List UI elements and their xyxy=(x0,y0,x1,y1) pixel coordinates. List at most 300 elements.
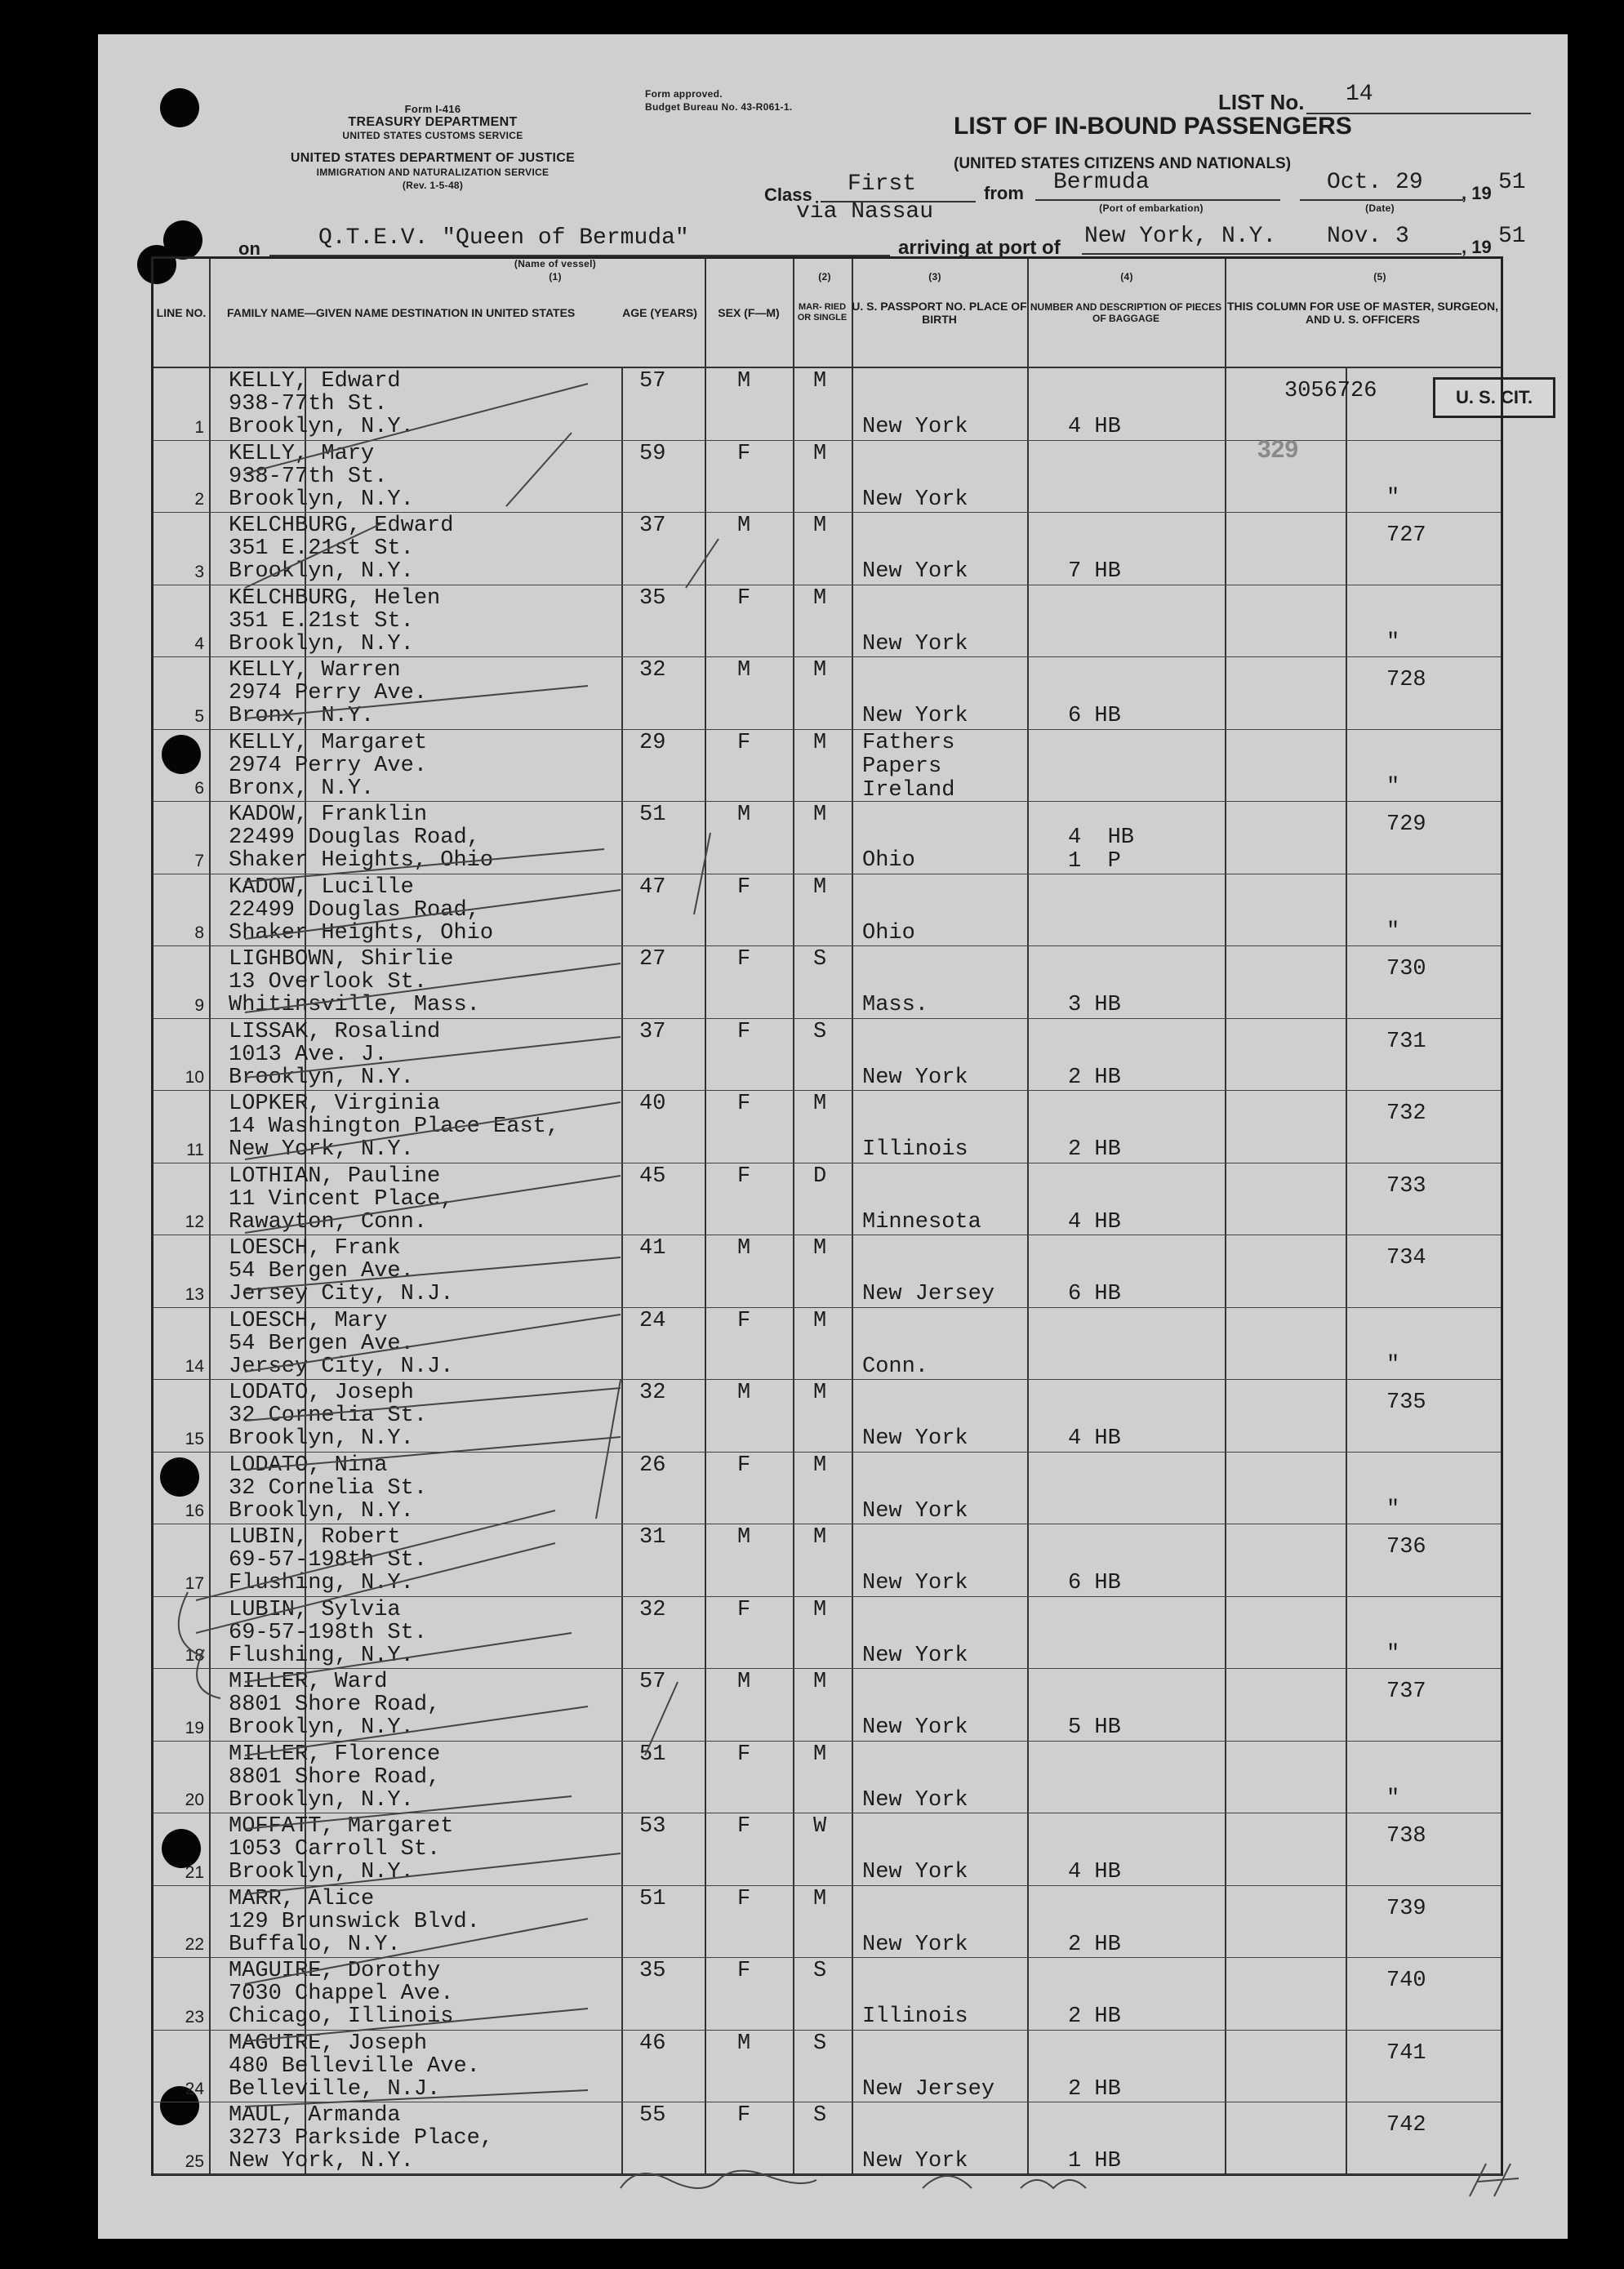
passenger-birthplace: New York xyxy=(862,631,968,656)
col-number-2: (2) xyxy=(818,271,831,283)
col-number-3: (3) xyxy=(928,271,941,283)
table-row xyxy=(154,2102,1501,2175)
passenger-address-2: Shaker Heights, Ohio xyxy=(229,920,494,945)
officer-use: 3056726 xyxy=(1284,379,1377,403)
passenger-baggage: 4 HB 1 P xyxy=(1068,825,1135,874)
officer-use: 741 xyxy=(1386,2040,1426,2066)
passenger-address-1: 22499 Douglas Road, xyxy=(229,897,480,923)
passenger-sex: F xyxy=(737,1019,751,1044)
passenger-name: LODATO, Nina xyxy=(229,1453,388,1478)
passenger-marital-status: M xyxy=(813,1742,827,1767)
col-header-name: FAMILY NAME—GIVEN NAME DESTINATION IN UNITED STATES xyxy=(227,306,576,319)
arrival-date: Nov. 3 xyxy=(1327,224,1409,249)
line-number: 25 xyxy=(185,2151,204,2171)
officer-use: 737 xyxy=(1386,1680,1426,1704)
passenger-address-1: 1053 Carroll St. xyxy=(229,1837,441,1862)
passenger-rows xyxy=(154,368,1501,2173)
passenger-name: KELLY, Margaret xyxy=(229,730,428,755)
revision: (Rev. 1-5-48) xyxy=(402,180,464,191)
from-value: Bermuda xyxy=(1053,170,1150,195)
passenger-address-1: 69-57-198th St. xyxy=(229,1548,428,1573)
from-label: from xyxy=(984,183,1024,203)
passenger-sex: M xyxy=(737,1381,751,1405)
justice-dept: UNITED STATES DEPARTMENT OF JUSTICE xyxy=(290,151,576,165)
arriving-label: arriving at port of xyxy=(898,237,1061,259)
passenger-address-1: 351 E.21st St. xyxy=(229,536,414,561)
passenger-baggage: 4 HB xyxy=(1068,415,1121,439)
line-number: 11 xyxy=(186,1140,204,1159)
class-value: First xyxy=(848,171,917,197)
table-row xyxy=(154,1163,1501,1236)
passenger-address-2: Flushing, N.Y. xyxy=(229,1643,414,1668)
passenger-marital-status: S xyxy=(813,947,827,972)
passenger-age: 32 xyxy=(639,1597,666,1622)
passenger-age: 29 xyxy=(639,730,666,755)
passenger-marital-status: M xyxy=(813,803,827,827)
passenger-address-2: Chicago, Illinois xyxy=(229,2004,454,2029)
passenger-birthplace: New York xyxy=(862,559,968,584)
passenger-age: 35 xyxy=(639,1959,666,1983)
row-separator xyxy=(154,2174,1501,2175)
arrival-year: 51 xyxy=(1498,224,1526,249)
passenger-address-2: Whitinsville, Mass. xyxy=(229,993,480,1017)
passenger-birthplace: New York xyxy=(862,704,968,728)
passenger-sex: F xyxy=(737,1597,751,1622)
passenger-address-2: Brooklyn, N.Y. xyxy=(229,1498,414,1524)
passenger-address-1: 8801 Shore Road, xyxy=(229,1764,441,1790)
table-row xyxy=(154,1453,1501,1525)
passenger-age: 40 xyxy=(639,1092,666,1116)
customs-service: UNITED STATES CUSTOMS SERVICE xyxy=(342,130,523,141)
line-number: 19 xyxy=(185,1718,204,1737)
passenger-age: 46 xyxy=(639,2031,666,2056)
passenger-sex: M xyxy=(737,658,751,683)
depart-date: Oct. 29 xyxy=(1327,170,1423,195)
manifest-subtitle: (UNITED STATES CITIZENS AND NATIONALS) xyxy=(954,155,1292,172)
passenger-age: 59 xyxy=(639,441,666,466)
passenger-baggage: 4 HB xyxy=(1068,1426,1121,1451)
officer-use: 738 xyxy=(1386,1824,1426,1849)
port-embark-note: (Port of embarkation) xyxy=(1099,202,1204,214)
passenger-address-2: Jersey City, N.J. xyxy=(229,1354,454,1379)
passenger-birthplace: New York xyxy=(862,2149,968,2173)
officer-use: " xyxy=(1386,1497,1400,1522)
passenger-address-1: 32 Cornelia St. xyxy=(229,1404,428,1428)
officer-use: 729 xyxy=(1386,812,1426,837)
list-no-value: 14 xyxy=(1346,82,1373,107)
budget-bureau: Budget Bureau No. 43-R061-1. xyxy=(645,101,793,113)
passenger-sex: F xyxy=(737,1163,751,1189)
passenger-address-2: Flushing, N.Y. xyxy=(229,1571,414,1595)
passenger-marital-status: M xyxy=(813,369,827,394)
passenger-age: 51 xyxy=(639,1742,666,1767)
passenger-sex: F xyxy=(737,441,751,466)
passenger-marital-status: M xyxy=(813,1597,827,1622)
passenger-name: LIGHBOWN, Shirlie xyxy=(229,947,454,972)
officer-use: 730 xyxy=(1386,957,1426,981)
line-number: 23 xyxy=(185,2007,204,2027)
passenger-age: 37 xyxy=(639,514,666,538)
passenger-address-1: 1013 Ave. J. xyxy=(229,1042,388,1067)
table-row xyxy=(154,1091,1501,1163)
officer-use: 734 xyxy=(1386,1246,1426,1270)
passenger-address-1: 938-77th St. xyxy=(229,464,388,489)
passenger-baggage: 2 HB xyxy=(1068,1932,1121,1957)
passenger-address-1: 13 Overlook St. xyxy=(229,970,428,994)
passenger-marital-status: M xyxy=(813,658,827,683)
col-header-baggage: NUMBER AND DESCRIPTION OF PIECES OF BAGGAGE xyxy=(1030,301,1222,324)
table-row xyxy=(154,1235,1501,1308)
passenger-sex: M xyxy=(737,2031,751,2056)
passenger-name: LOESCH, Frank xyxy=(229,1236,401,1261)
passenger-address-2: Bronx, N.Y. xyxy=(229,776,375,801)
passenger-sex: M xyxy=(737,803,751,827)
passenger-name: MILLER, Florence xyxy=(229,1742,441,1767)
passenger-sex: M xyxy=(737,514,751,538)
passenger-birthplace: Conn. xyxy=(862,1354,929,1379)
passenger-birthplace: Ohio xyxy=(862,920,915,945)
passenger-birthplace: New Jersey xyxy=(862,1282,995,1306)
passenger-sex: F xyxy=(737,1886,751,1911)
passenger-birthplace: Illinois xyxy=(862,1137,968,1162)
col-header-officers: THIS COLUMN FOR USE OF MASTER, SURGEON, AND U. S. OFFICERS xyxy=(1226,300,1499,326)
passenger-address-1: 938-77th St. xyxy=(229,392,388,416)
passenger-birthplace: New York xyxy=(862,1860,968,1884)
passenger-birthplace: Illinois xyxy=(862,2004,968,2029)
officer-use: 740 xyxy=(1386,1969,1426,1993)
passenger-baggage: 2 HB xyxy=(1068,1065,1121,1090)
passenger-sex: F xyxy=(737,874,751,900)
passenger-address-1: 54 Bergen Ave. xyxy=(229,1331,414,1356)
passenger-baggage: 2 HB xyxy=(1068,2004,1121,2029)
passenger-age: 53 xyxy=(639,1814,666,1839)
passenger-marital-status: M xyxy=(813,514,827,538)
passenger-age: 45 xyxy=(639,1163,666,1189)
passenger-birthplace: New York xyxy=(862,1571,968,1595)
depart-date-underline xyxy=(1300,199,1463,201)
passenger-baggage: 6 HB xyxy=(1068,704,1121,728)
line-number: 24 xyxy=(185,2080,204,2098)
passenger-age: 57 xyxy=(639,369,666,394)
manifest-title: LIST OF IN-BOUND PASSENGERS xyxy=(954,113,1352,140)
line-number: 22 xyxy=(185,1935,204,1954)
passenger-birthplace: New Jersey xyxy=(862,2076,995,2102)
passenger-sex: F xyxy=(737,1308,751,1333)
ins: IMMIGRATION AND NATURALIZATION SERVICE xyxy=(316,167,549,178)
passenger-sex: M xyxy=(737,1525,751,1550)
passenger-marital-status: M xyxy=(813,730,827,755)
table-row xyxy=(154,1308,1501,1381)
passenger-address-2: Brooklyn, N.Y. xyxy=(229,487,414,512)
passenger-address-2: Brooklyn, N.Y. xyxy=(229,1065,414,1090)
line-number: 8 xyxy=(194,923,204,942)
arrival-port: New York, N.Y. xyxy=(1084,224,1277,249)
class-label: Class xyxy=(764,185,812,205)
col-header-sex: SEX (F—M) xyxy=(718,306,780,319)
passenger-name: KELLY, Warren xyxy=(229,658,401,683)
line-number: 16 xyxy=(185,1502,204,1520)
from-underline xyxy=(1035,199,1280,201)
passenger-address-1: 8801 Shore Road, xyxy=(229,1693,441,1717)
line-number: 2 xyxy=(194,490,204,509)
passenger-address-1: 69-57-198th St. xyxy=(229,1620,428,1645)
passenger-name: LUBIN, Robert xyxy=(229,1525,401,1550)
passenger-name: MAGUIRE, Dorothy xyxy=(229,1959,441,1983)
passenger-age: 37 xyxy=(639,1019,666,1044)
passenger-age: 24 xyxy=(639,1308,666,1333)
passenger-address-2: Shaker Heights, Ohio xyxy=(229,848,494,873)
line-number: 13 xyxy=(185,1284,204,1304)
passenger-birthplace: New York xyxy=(862,1643,968,1668)
passenger-birthplace: Ohio xyxy=(862,848,915,873)
passenger-baggage: 2 HB xyxy=(1068,1137,1121,1162)
passenger-sex: F xyxy=(737,1959,751,1983)
passenger-name: LODATO, Joseph xyxy=(229,1381,414,1405)
passenger-address-2: Brooklyn, N.Y. xyxy=(229,415,414,439)
line-number: 20 xyxy=(185,1791,204,1809)
passenger-address-2: Buffalo, N.Y. xyxy=(229,1932,401,1957)
line-number: 17 xyxy=(185,1573,204,1593)
officer-use: " xyxy=(1386,774,1400,799)
us-citizen-stamp: U. S. CIT. xyxy=(1433,377,1555,418)
line-number: 1 xyxy=(194,417,204,437)
passenger-address-2: New York, N.Y. xyxy=(229,2149,414,2173)
passenger-name: KELLY, Edward xyxy=(229,369,401,394)
officer-use: " xyxy=(1386,485,1400,510)
passenger-address-2: Brooklyn, N.Y. xyxy=(229,1426,414,1451)
passenger-address-2: Rawayton, Conn. xyxy=(229,1209,428,1235)
passenger-baggage: 4 HB xyxy=(1068,1209,1121,1235)
depart-year-prefix: , 19 xyxy=(1462,183,1492,203)
line-number: 12 xyxy=(185,1212,204,1231)
passenger-address-1: 2974 Perry Ave. xyxy=(229,681,428,705)
passenger-marital-status: M xyxy=(813,585,827,611)
officer-use: 728 xyxy=(1386,668,1426,692)
passenger-baggage: 1 HB xyxy=(1068,2149,1121,2173)
passenger-address-2: Jersey City, N.J. xyxy=(229,1282,454,1306)
line-number: 21 xyxy=(185,1862,204,1882)
line-number: 9 xyxy=(194,995,204,1015)
passenger-baggage: 6 HB xyxy=(1068,1282,1121,1306)
officer-use: 739 xyxy=(1386,1896,1426,1921)
officer-use: " xyxy=(1386,630,1400,655)
passenger-sex: M xyxy=(737,1236,751,1261)
col-number-5: (5) xyxy=(1373,271,1386,283)
passenger-age: 47 xyxy=(639,874,666,900)
passenger-name: KADOW, Franklin xyxy=(229,803,428,827)
passenger-name: LISSAK, Rosalind xyxy=(229,1019,441,1044)
passenger-address-1: 11 Vincent Place, xyxy=(229,1186,454,1212)
passenger-age: 57 xyxy=(639,1670,666,1694)
passenger-table xyxy=(151,256,1503,2176)
passenger-birthplace: New York xyxy=(862,1065,968,1090)
passenger-birthplace: Minnesota xyxy=(862,1209,981,1235)
officer-use: 732 xyxy=(1386,1101,1426,1126)
passenger-baggage: 6 HB xyxy=(1068,1571,1121,1595)
passenger-marital-status: M xyxy=(813,1453,827,1478)
passenger-address-1: 480 Belleville Ave. xyxy=(229,2053,480,2079)
passenger-age: 31 xyxy=(639,1525,666,1550)
officer-use: 733 xyxy=(1386,1173,1426,1199)
passenger-marital-status: S xyxy=(813,2103,827,2128)
passenger-sex: F xyxy=(737,1742,751,1767)
passenger-address-1: 351 E.21st St. xyxy=(229,608,414,634)
passenger-age: 27 xyxy=(639,947,666,972)
passenger-name: KELLY, Mary xyxy=(229,441,375,466)
passenger-name: MOFFATT, Margaret xyxy=(229,1814,454,1839)
passenger-name: KELCHBURG, Helen xyxy=(229,585,441,611)
table-row xyxy=(154,1597,1501,1670)
passenger-birthplace: New York xyxy=(862,1932,968,1957)
line-number: 15 xyxy=(185,1429,204,1448)
table-row xyxy=(154,513,1501,585)
passenger-age: 51 xyxy=(639,1886,666,1911)
passenger-age: 41 xyxy=(639,1236,666,1261)
passenger-marital-status: S xyxy=(813,1019,827,1044)
passenger-name: LOPKER, Virginia xyxy=(229,1092,441,1116)
table-row xyxy=(154,1813,1501,1886)
passenger-name: KADOW, Lucille xyxy=(229,874,414,900)
table-row xyxy=(154,1669,1501,1742)
passenger-address-2: Brooklyn, N.Y. xyxy=(229,1715,414,1740)
passenger-birthplace: Mass. xyxy=(862,993,929,1017)
passenger-address-2: Bronx, N.Y. xyxy=(229,704,375,728)
passenger-age: 55 xyxy=(639,2103,666,2128)
passenger-address-1: 129 Brunswick Blvd. xyxy=(229,1909,480,1934)
officer-use: 735 xyxy=(1386,1390,1426,1415)
table-row xyxy=(154,585,1501,658)
passenger-sex: F xyxy=(737,2103,751,2128)
arrival-year-prefix: , 19 xyxy=(1462,237,1492,257)
passenger-marital-status: M xyxy=(813,1308,827,1333)
officer-use: 727 xyxy=(1386,523,1426,548)
passenger-address-1: 7030 Chappel Ave. xyxy=(229,1982,454,2006)
binder-hole xyxy=(160,88,199,127)
passenger-address-1: 22499 Douglas Road, xyxy=(229,825,480,850)
treasury-dept: TREASURY DEPARTMENT xyxy=(348,115,518,129)
passenger-age: 35 xyxy=(639,585,666,611)
table-row xyxy=(154,1380,1501,1453)
passenger-marital-status: S xyxy=(813,1959,827,1983)
passenger-address-2: Brooklyn, N.Y. xyxy=(229,559,414,584)
passenger-birthplace: New York xyxy=(862,487,968,512)
table-row xyxy=(154,1019,1501,1092)
passenger-marital-status: M xyxy=(813,1670,827,1694)
table-row xyxy=(154,657,1501,730)
table-row xyxy=(154,946,1501,1019)
table-row xyxy=(154,2031,1501,2103)
col-header-age: AGE (YEARS) xyxy=(622,306,697,319)
passenger-marital-status: M xyxy=(813,1236,827,1261)
passenger-age: 32 xyxy=(639,1381,666,1405)
passenger-address-2: Brooklyn, N.Y. xyxy=(229,631,414,656)
passenger-address-1: 32 Cornelia St. xyxy=(229,1475,428,1501)
line-number: 4 xyxy=(194,634,204,653)
passenger-address-1: 2974 Perry Ave. xyxy=(229,753,428,778)
table-row xyxy=(154,1958,1501,2031)
officer-use: " xyxy=(1386,1786,1400,1811)
passenger-marital-status: M xyxy=(813,1381,827,1405)
officer-use: " xyxy=(1386,1352,1400,1377)
passenger-sex: F xyxy=(737,730,751,755)
passenger-address-2: New York, N.Y. xyxy=(229,1137,414,1162)
officer-use: " xyxy=(1386,1641,1400,1666)
passenger-name: MARR, Alice xyxy=(229,1886,375,1911)
col-header-passport: U. S. PASSPORT NO. PLACE OF BIRTH xyxy=(852,300,1027,326)
arrival-underline xyxy=(1082,253,1462,255)
line-number: 5 xyxy=(194,706,204,726)
passenger-birthplace: New York xyxy=(862,1498,968,1524)
passenger-sex: M xyxy=(737,1670,751,1694)
passenger-marital-status: M xyxy=(813,1886,827,1911)
passenger-baggage: 7 HB xyxy=(1068,559,1121,584)
class-value-2: via Nassau xyxy=(796,199,934,225)
form-approved: Form approved. xyxy=(645,88,723,100)
passenger-birthplace: Fathers Papers Ireland xyxy=(862,730,955,803)
table-row xyxy=(154,802,1501,874)
passenger-sex: F xyxy=(737,1092,751,1116)
passenger-name: MILLER, Ward xyxy=(229,1670,388,1694)
line-number: 18 xyxy=(185,1646,204,1665)
passenger-marital-status: M xyxy=(813,874,827,900)
passenger-sex: F xyxy=(737,947,751,972)
passenger-marital-status: W xyxy=(813,1814,827,1839)
passenger-baggage: 3 HB xyxy=(1068,993,1121,1017)
vessel-note: (Name of vessel) xyxy=(514,258,597,269)
passenger-age: 51 xyxy=(639,803,666,827)
passenger-baggage: 4 HB xyxy=(1068,1860,1121,1884)
line-number: 6 xyxy=(194,779,204,798)
passenger-birthplace: New York xyxy=(862,1787,968,1813)
passenger-address-2: Belleville, N.J. xyxy=(229,2076,441,2102)
on-label: on xyxy=(238,238,260,259)
passenger-birthplace: New York xyxy=(862,1715,968,1740)
form-number: Form I-416 xyxy=(404,103,461,115)
passenger-baggage: 2 HB xyxy=(1068,2076,1121,2102)
passenger-marital-status: S xyxy=(813,2031,827,2056)
table-row xyxy=(154,441,1501,514)
passenger-address-2: Brooklyn, N.Y. xyxy=(229,1787,414,1813)
passenger-sex: F xyxy=(737,1453,751,1478)
line-number: 7 xyxy=(194,851,204,870)
table-row xyxy=(154,1524,1501,1597)
passenger-address-1: 14 Washington Place East, xyxy=(229,1114,560,1139)
table-row xyxy=(154,1886,1501,1959)
date-note: (Date) xyxy=(1365,202,1395,214)
passenger-marital-status: M xyxy=(813,1525,827,1550)
table-row xyxy=(154,874,1501,947)
officer-use: 731 xyxy=(1386,1029,1426,1054)
passenger-name: LUBIN, Sylvia xyxy=(229,1597,401,1622)
table-row xyxy=(154,1742,1501,1814)
passenger-birthplace: New York xyxy=(862,1426,968,1451)
passenger-name: LOESCH, Mary xyxy=(229,1308,388,1333)
passenger-sex: F xyxy=(737,1814,751,1839)
depart-year: 51 xyxy=(1498,170,1526,195)
passenger-name: MAGUIRE, Joseph xyxy=(229,2031,428,2056)
list-no-label: LIST No. xyxy=(1218,90,1305,114)
col-header-married: MAR- RIED OR SINGLE xyxy=(797,302,848,323)
passenger-name: KELCHBURG, Edward xyxy=(229,514,454,538)
vessel-name: Q.T.E.V. "Queen of Bermuda" xyxy=(318,225,689,251)
passenger-marital-status: M xyxy=(813,441,827,466)
passenger-sex: M xyxy=(737,369,751,394)
passenger-age: 32 xyxy=(639,658,666,683)
table-row xyxy=(154,368,1501,441)
passenger-address-1: 3273 Parkside Place, xyxy=(229,2126,494,2151)
line-number: 3 xyxy=(194,562,204,581)
officer-use: " xyxy=(1386,919,1400,944)
